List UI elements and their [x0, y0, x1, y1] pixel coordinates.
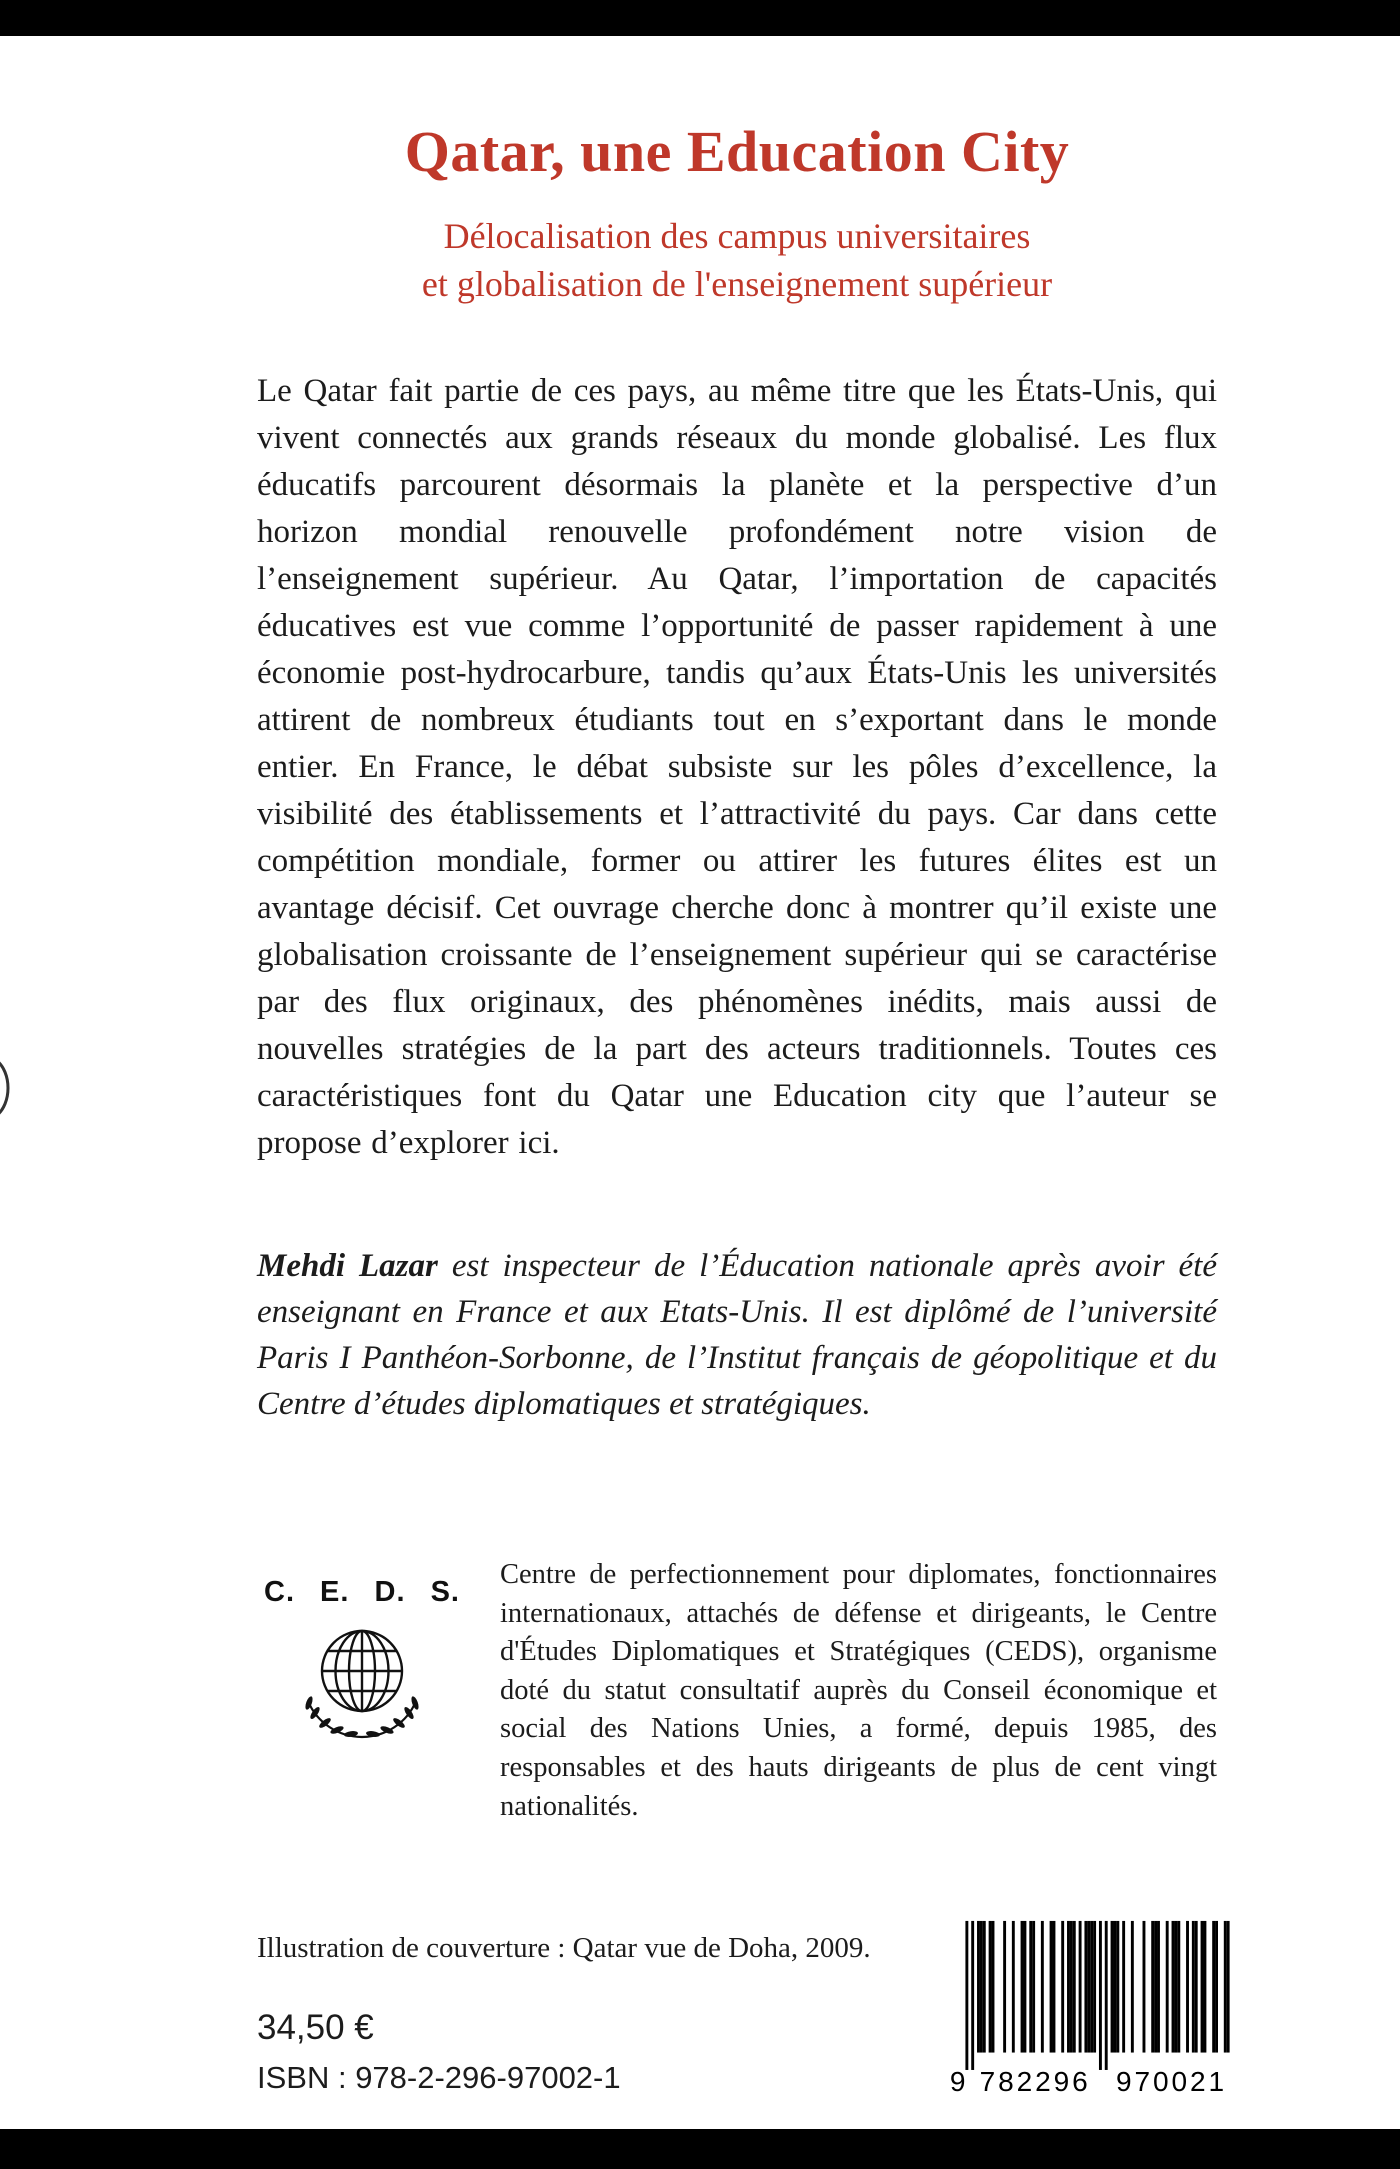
back-cover-blurb: Le Qatar fait partie de ces pays, au même titre que les États-Unis, qui vivent connectés aux grands réseaux du monde globalisé. Les flux éducatifs parcourent désormais la planète et la perspective d’un horizon mondial renouvelle profondément notre vision de l’enseignement supérieur. Au Qatar, l’importation de capacités éducatives est vue comme l’opportunité de passer rapidement à une économie post-hydrocarbure, tandis qu’aux États-Unis les universités attirent de nombreux étudiants tout en s’exportant dans le monde entier. En France, le débat subsiste sur les pôles d’excellence, la visibilité des établissements et l’attractivité du pays. Car dans cette compétition mondiale, former ou attirer les futures élites est un avantage décisif. Cet ouvrage cherche donc à montrer qu’il existe une globalisation croissante de l’enseignement supérieur qui se caractérise par des flux originaux, des phénomènes inédits, mais aussi de nouvelles stratégies de la part des acteurs traditionnels. Toutes ces caractéristiques font du Qatar une Education city que l’auteur se propose d’explorer ici. [257, 373, 1217, 1161]
author-bio [257, 1243, 1217, 1427]
cover-illustration-credit: Illustration de couverture : Qatar vue de Doha, 2009. [257, 1932, 871, 1964]
price: 34,50 € [257, 2008, 374, 2047]
book-subtitle [257, 212, 1217, 308]
bottom-trim-bar [0, 2129, 1400, 2169]
isbn: ISBN : 978-2-296-97002-1 [257, 2060, 621, 2095]
ceds-description: Centre de perfectionnement pour diplomates, fonctionnaires internationaux, attachés de défense et dirigeants, le Centre d'Études Diplomatiques et Stratégiques (CEDS), organisme doté du statut consultatif auprès du Conseil économique et social des Nations Unies, a formé, depuis 1985, des responsables et des hauts dirigeants de plus de cent vingt nationalités. [500, 1559, 1217, 1822]
svg-text:9: 9 [949, 2066, 969, 2098]
ceds-logo-text: C. E. D. S. [264, 1576, 460, 1608]
subtitle-line-2: et globalisation de l'enseignement supérieur [421, 264, 1053, 304]
barcode-bars [948, 1918, 1248, 2100]
svg-text:970021: 970021 [1116, 2066, 1228, 2098]
ceds-globe-emblem [277, 1615, 447, 1755]
author-bio-text: est inspecteur de l’Éducation nationale après avoir été enseignant en France et aux Etats-Unis. Il est diplômé de l’université Paris I Panthéon-Sorbonne, de l’Institut français de géopolitique et du Centre d’études diplomatiques et stratégiques. [257, 1248, 1218, 1422]
ean13-barcode [948, 1918, 1248, 2100]
scan-edge-artifact [0, 1058, 20, 1118]
book-title: Qatar, une Education City [404, 119, 1070, 184]
top-trim-bar [0, 0, 1400, 36]
ceds-logo [257, 1576, 467, 1760]
subtitle-line-1: Délocalisation des campus universitaires [443, 216, 1031, 256]
author-name: Mehdi Lazar [257, 1248, 438, 1284]
svg-text:782296: 782296 [979, 2066, 1091, 2098]
